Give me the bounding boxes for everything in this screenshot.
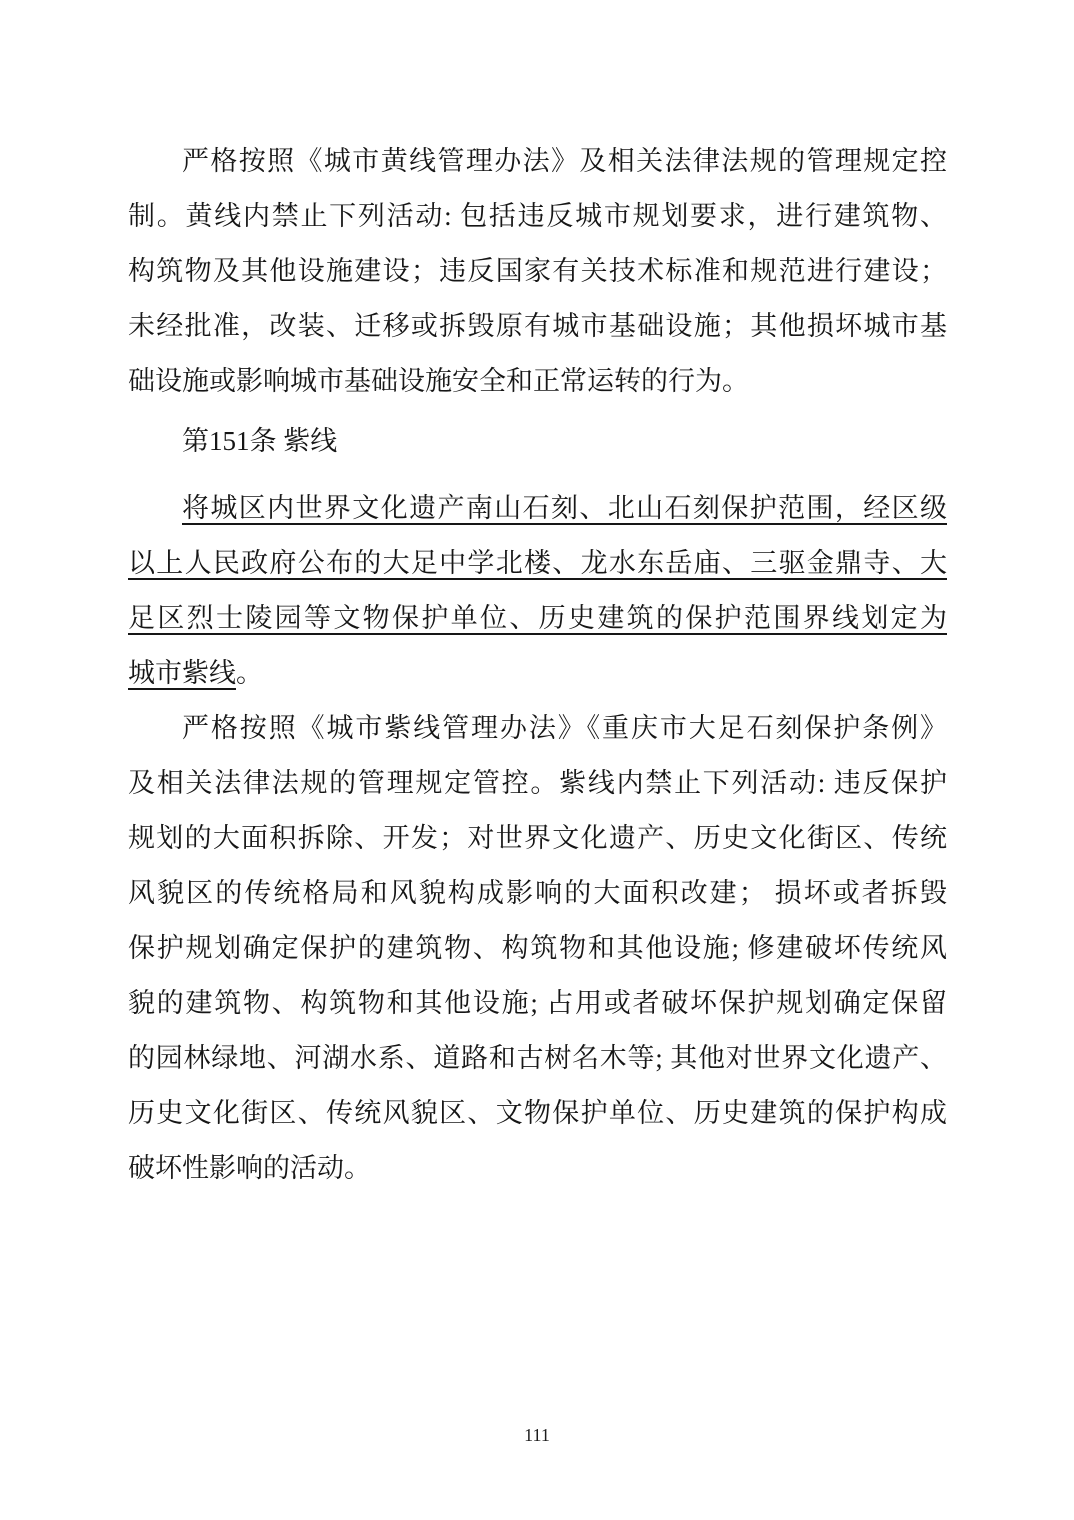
paragraph-purple-line-control — [128, 701, 947, 1196]
article-151-heading: 第151条 紫线 — [182, 426, 338, 456]
underlined-text: 城市紫线 — [128, 658, 236, 688]
text-line: 足区烈士陵园等文物保护单位、历史建筑的保护范围界线划定为 — [128, 603, 947, 633]
text-line: 以上人民政府公布的大足中学北楼、龙水东岳庙、三驱金鼎寺、大 — [128, 548, 947, 578]
text-line: 严格按照《城市紫线管理办法》《重庆市大足石刻保护条例》 — [182, 713, 947, 743]
text-line: 破坏性影响的活动。 — [128, 1153, 371, 1183]
text-line: 及相关法律法规的管理规定管控。紫线内禁止下列活动: 违反保护 — [128, 768, 947, 798]
text-line: 制。黄线内禁止下列活动: 包括违反城市规划要求，进行建筑物、 — [128, 201, 947, 231]
text-line: 将城区内世界文化遗产南山石刻、北山石刻保护范围，经区级 — [182, 493, 947, 523]
text-line: 规划的大面积拆除、开发；对世界文化遗产、历史文化街区、传统 — [128, 823, 947, 853]
text-line: 风貌区的传统格局和风貌构成影响的大面积改建； 损坏或者拆毁 — [128, 878, 947, 908]
text-line: 的园林绿地、河湖水系、道路和古树名木等; 其他对世界文化遗产、 — [128, 1043, 947, 1073]
text-line: 础设施或影响城市基础设施安全和正常运转的行为。 — [128, 366, 749, 396]
text-line: 保护规划确定保护的建筑物、构筑物和其他设施; 修建破坏传统风 — [128, 933, 947, 963]
text-line: 未经批准，改装、迁移或拆毁原有城市基础设施；其他损坏城市基 — [128, 311, 947, 341]
text-line: 构筑物及其他设施建设；违反国家有关技术标准和规范进行建设； — [128, 256, 947, 286]
plain-text: 。 — [236, 658, 263, 688]
text-line — [128, 646, 947, 701]
paragraph-yellow-line-control — [128, 134, 947, 409]
text-line: 历史文化街区、传统风貌区、文物保护单位、历史建筑的保护构成 — [128, 1098, 947, 1128]
paragraph-purple-line-definition — [128, 481, 947, 701]
page-number: 111 — [524, 1425, 550, 1445]
text-line: 貌的建筑物、构筑物和其他设施; 占用或者破坏保护规划确定保留 — [128, 988, 947, 1018]
text-line: 严格按照《城市黄线管理办法》及相关法律法规的管理规定控 — [182, 146, 947, 176]
